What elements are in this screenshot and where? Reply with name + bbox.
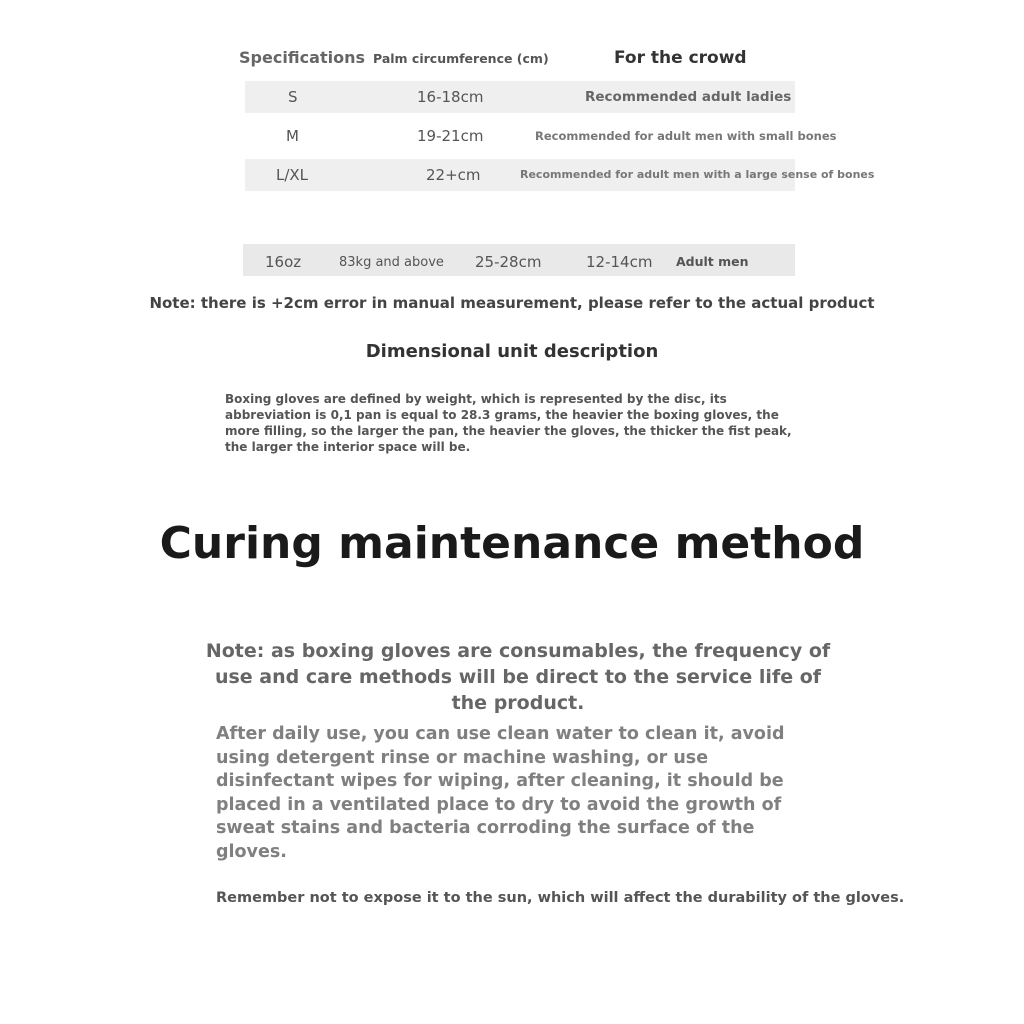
dimensional-title: Dimensional unit description [365, 341, 659, 362]
palm-m: 19-21cm [417, 127, 484, 145]
maintenance-title: Curing maintenance method [159, 518, 865, 569]
crowd-s: Recommended adult ladies [585, 89, 792, 105]
weight-kg: 83kg and above [339, 255, 444, 270]
maintenance-body: After daily use, you can use clean water to clean it, avoid using detergent rinse or machine washing, or use disinfectant wipes for wiping, after cleaning, it should be placed in a ventilated place to dry to avoid the growth of sweat stains and bacteria corroding the surface of the gloves. [216, 724, 785, 862]
header-for-the-crowd: For the crowd [614, 48, 747, 68]
weight-range-2: 12-14cm [586, 253, 653, 271]
header-specifications: Specifications [239, 48, 365, 67]
weight-crowd: Adult men [676, 254, 749, 269]
header-palm-circumference: Palm circumference (cm) [373, 51, 549, 66]
weight-oz: 16oz [265, 253, 302, 271]
crowd-m: Recommended for adult men with small bones [535, 129, 837, 143]
size-lxl: L/XL [276, 166, 309, 184]
size-m: M [286, 127, 299, 145]
palm-s: 16-18cm [417, 88, 484, 106]
crowd-lxl: Recommended for adult men with a large sense of bones [520, 168, 875, 181]
palm-lxl: 22+cm [426, 166, 481, 184]
sun-note: Remember not to expose it to the sun, which will affect the durability of the gloves. [216, 890, 905, 906]
size-s: S [288, 88, 298, 106]
measurement-note: Note: there is +2cm error in manual measurement, please refer to the actual product [149, 294, 875, 312]
maintenance-note: Note: as boxing gloves are consumables, the frequency of use and care methods will be direct to the service life of the product. [205, 640, 831, 714]
dimensional-body: Boxing gloves are defined by weight, which is represented by the disc, its abbreviation is 0,1 pan is equal to 28.3 grams, the heavier the boxing gloves, the more filling, so the larger the pan, the heavier the gloves, the thicker the fist peak, the larger the interior space will be. [225, 392, 792, 454]
weight-range-1: 25-28cm [475, 253, 542, 271]
